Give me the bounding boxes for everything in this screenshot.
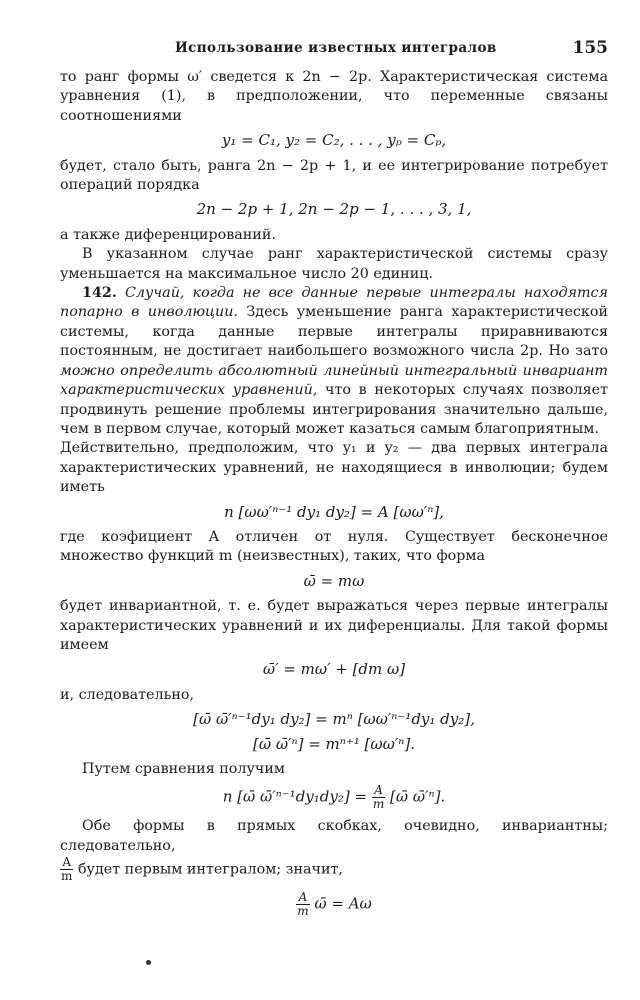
formula-bracket-2: [ω̄ ω̄′ⁿ] = mⁿ⁺¹ [ωω′ⁿ].: [253, 734, 415, 753]
formula-final: [60, 891, 608, 918]
paragraph-invariant-forms: Обе формы в прямых скобках, очевидно, инвариантны; следовательно,: [60, 818, 608, 854]
fraction-a-over-m-inline: [60, 856, 73, 883]
paragraph-differentiations: а также диференцирований.: [60, 226, 276, 243]
formula-omega-bar-prime: ω̄′ = mω′ + [dm ω]: [262, 660, 406, 679]
fraction-a-over-m: [372, 784, 385, 811]
formula-comparison-result: [60, 784, 608, 811]
paragraph-integration-order: будет, стало быть, ранга 2n − 2p + 1, и ее интегрирование потребует операций порядка: [60, 157, 608, 194]
section-number: 142.: [82, 285, 117, 302]
formula-integrals-constants: y₁ = C₁, y₂ = C₂, . . . , yₚ = Cₚ,: [221, 131, 447, 150]
paragraph-comparison: Путем сравнения получим: [82, 761, 285, 777]
fraction-denominator: m: [61, 869, 73, 884]
formula-bracket-1: [ω̄ ω̄′ⁿ⁻¹dy₁ dy₂] = mⁿ [ωω′ⁿ⁻¹dy₁ dy₂],: [193, 710, 475, 729]
page-header: [60, 40, 608, 62]
formula-operation-orders: 2n − 2p + 1, 2n − 2p − 1, . . . , 3, 1,: [196, 200, 472, 219]
page-body: [60, 68, 608, 924]
fraction-a-over-m-final: [296, 891, 309, 918]
section-142: [60, 284, 608, 439]
formula-final-right: ω̄ = Aω: [314, 894, 372, 913]
formula-omega-bar: ω̄ = mω: [303, 571, 365, 590]
fraction-denominator: m: [372, 797, 385, 812]
formula-comparison-left: n [ω̄ ω̄′ⁿ⁻¹dy₁dy₂] =: [222, 787, 368, 806]
formula-comparison-right: [ω̄ ω̄′ⁿ].: [390, 787, 446, 806]
section-text-italic: можно определить абсолютный линейный интегральный инвариант характеристических уравнений,: [60, 362, 608, 399]
fraction-numerator: A: [296, 891, 309, 905]
ink-dot: [146, 960, 151, 965]
fraction-denominator: m: [297, 904, 309, 919]
paragraph-functions-m: где коэфициент A отличен от нуля. Существует бесконечное множество функций m (неизвестных), таких, что форма: [60, 528, 608, 565]
fraction-numerator: A: [60, 856, 73, 870]
formula-coefficient-a: n [ωω′ⁿ⁻¹ dy₁ dy₂] = A [ωω′ⁿ],: [224, 502, 444, 521]
page-number: 155: [572, 38, 608, 58]
fraction-numerator: A: [372, 784, 385, 798]
section-text-b: что в некоторых случаях позволяет продвинуть решение проблемы интегрирования значительно дальше, чем в первом случае, который может казаться самым благоприятным.: [60, 382, 609, 437]
paragraph-max-reduction: В указанном случае ранг характеристической системы сразу уменьшается на максимальное число 20 единиц.: [60, 246, 608, 282]
paragraph-invariant-form: будет инвариантной, т. е. будет выражаться через первые интегралы характеристических уравнений и их диференциалы. Для такой формы имеем: [60, 598, 608, 653]
paragraph-rank-reduction: то ранг формы ω′ сведется к 2n − 2p. Характеристическая система уравнения (1), в предположении, что переменные связаны соотношениями: [60, 69, 608, 124]
paragraph-consequently: и, следовательно,: [60, 686, 195, 703]
first-integral-text: будет первым интегралом; значит,: [77, 861, 343, 878]
section-title: Случай, когда не все данные первые интегралы находятся попарно в инволюции.: [60, 285, 609, 321]
running-title: Использование известных интегралов: [175, 40, 497, 56]
section-text-a: Здесь уменьшение ранга характеристической системы, когда данные первые интегралы приравниваются постоянным, не достигает наибольшего возможного числа 2p. Но зато: [60, 304, 608, 360]
paragraph-first-integral: [60, 856, 608, 883]
paragraph-non-involution: Действительно, предположим, что y₁ и y₂ — два первых интеграла характеристических уравнений, не находящиеся в инволюции; будем иметь: [60, 440, 608, 496]
